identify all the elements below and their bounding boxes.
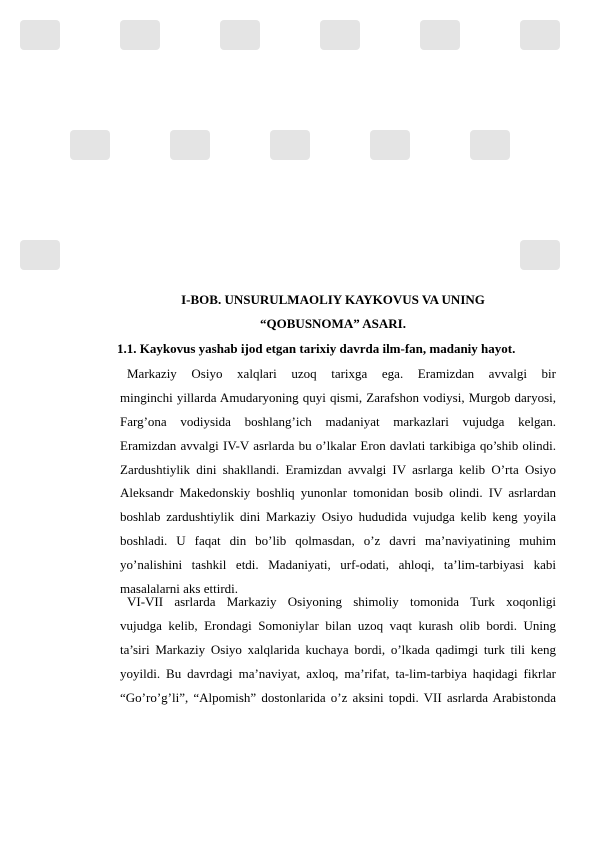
text-line: yoyildi. Bu davrdagi ma’naviyat, axloq, ma’rifat, ta-lim-tarbiya haqidagi fikrlar [120, 665, 556, 681]
text-line: minginchi yillarda Amudaryoning quyi qismi, Zarafshon vodiysi, Murgob daryosi, [120, 389, 556, 405]
text-line: boshladi. U faqat din bo’lib qolmasdan, o’z davri ma’naviyatining muhim [120, 533, 556, 549]
text-line: Farg’ona vodiysida boshlang’ich madaniyat markazlari vujudga kelgan. [120, 413, 556, 429]
text-line: vujudga kelib, Erondagi Somoniylar bilan uzoq vaqt kurash olib bordi. Uning [120, 617, 556, 633]
paragraph-1 [113, 362, 556, 601]
text-line: Eramizdan avvalgi IV-V asrlarda bu o’lkalar Eron davlati tarkibiga qo’shib olindi. [120, 437, 556, 453]
text-line: Aleksandr Makedonskiy boshliq yunonlar tomonidan bosib olindi. IV asrlardan [120, 485, 556, 501]
chapter-subtitle: “QOBUSNOMA” ASARI. [260, 316, 406, 331]
section-title: 1.1. Kaykovus yashab ijod etgan tarixiy davrda ilm-fan, madaniy hayot. [117, 341, 516, 356]
text-line: ta’siri Markaziy Osiyo xalqlarida kuchaya bordi, o’lkada qadimgi turk tili keng [120, 641, 556, 657]
text-line: Zardushtiylik dini shakllandi. Eramizdan avvalgi IV asrlarga kelib O’rta Osiyo [120, 461, 556, 477]
chapter-title: I-BOB. UNSURULMAOLIY KAYKOVUS VA UNING [181, 292, 485, 307]
text-line: masalalarni aks ettirdi. [120, 581, 239, 597]
text-line: yo’nalishini tashkil etdi. Madaniyati, urf-odati, ahloqi, ta’lim-tarbiyasi kabi [120, 557, 556, 573]
paragraph-2 [113, 590, 556, 709]
text-line: VI-VII asrlarda Markaziy Osiyoning shimoliy tomonida Turk xoqonligi [127, 594, 556, 609]
text-line: “Go’ro’g’li”, “Alpomish” dostonlarida o’z aksini topdi. VII asrlarda Arabistonda [120, 689, 556, 705]
text-line: Markaziy Osiyo xalqlari uzoq tarixga ega. Eramizdan avvalgi bir [127, 366, 556, 381]
text-line: boshlab zardushtiylik dini Markaziy Osiyo hududida vujudga kelib keng yoyila [120, 509, 556, 525]
